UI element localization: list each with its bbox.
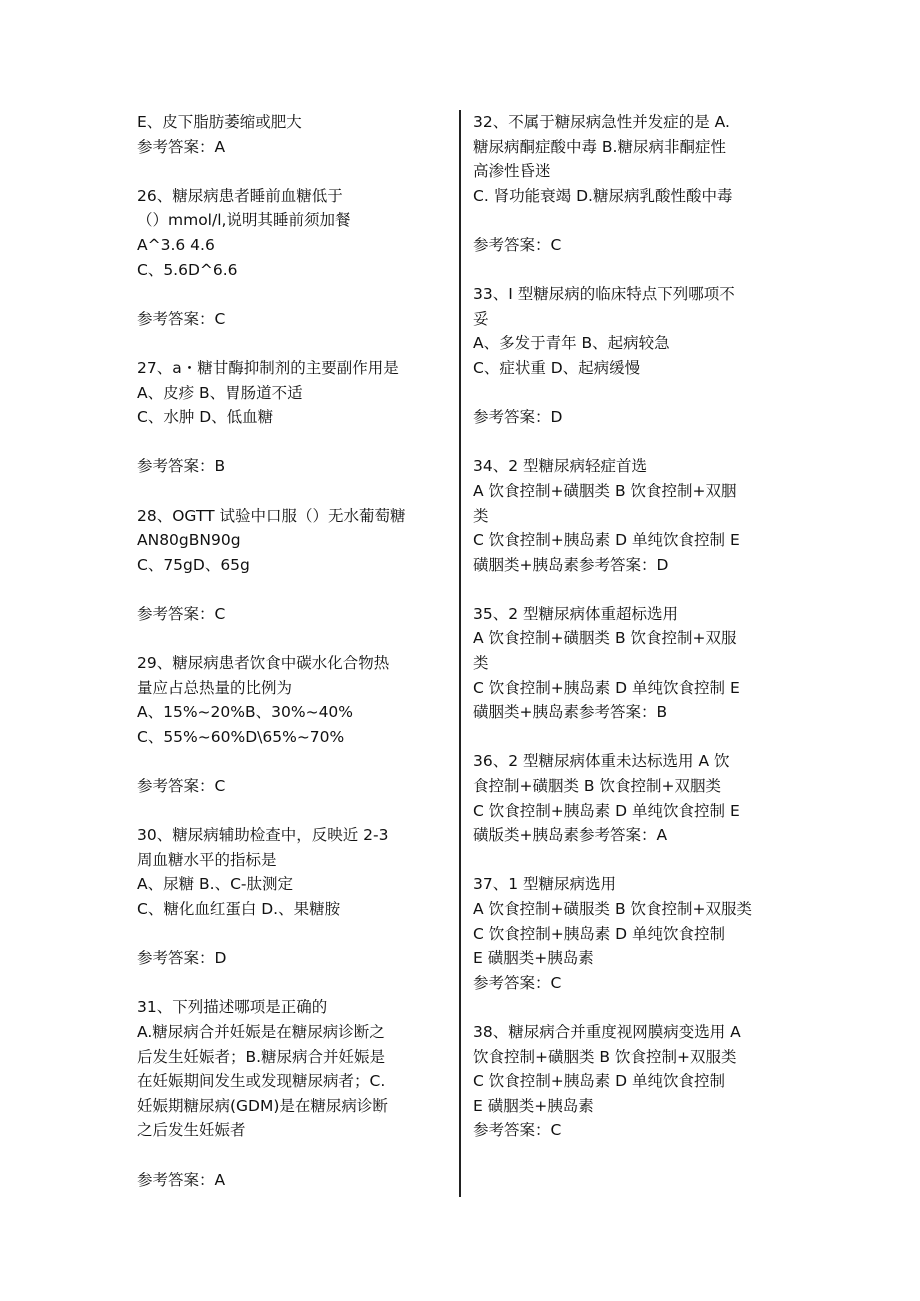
question-block-q35 — [473, 602, 785, 725]
question-text-line: 38、糖尿病合并重度视网膜病变选用 A — [473, 1022, 741, 1041]
question-text-line: AN80gBN90g — [137, 531, 241, 550]
blank-line — [137, 1143, 449, 1168]
question-text-line: 类 — [473, 654, 489, 673]
question-text-line: 28、OGTT 试验中口服（）无水葡萄糖 — [137, 506, 406, 525]
question-text-line: A、尿糖 B.、C-肽测定 — [137, 875, 294, 894]
question-text-line: C、糖化血红蛋白 D.、果糖胺 — [137, 900, 341, 918]
answer-line: 参考答案：D — [137, 949, 227, 968]
question-text-line: C 饮食控制+胰岛素 D 单纯饮食控制 E — [473, 678, 740, 697]
question-text-line: C、症状重 D、起病缓慢 — [473, 358, 641, 377]
question-gap — [473, 848, 785, 873]
question-text-line: 周血糖水平的指标是 — [137, 850, 277, 869]
blank-line — [137, 749, 449, 774]
question-text-line: 之后发生妊娠者 — [137, 1121, 246, 1140]
question-text-line: A 饮食控制+磺胭类 B 饮食控制+双胭 — [473, 481, 737, 500]
question-block-q38 — [473, 1020, 785, 1143]
question-text-line: 35、2 型糖尿病体重超标选用 — [473, 604, 679, 623]
question-text-line: 磺胭类+胰岛素参考答案：D — [473, 555, 669, 574]
question-text-line: A 饮食控制+磺服类 B 饮食控制+双服类 — [473, 900, 752, 918]
question-text-line: 磺版类+胰岛素参考答案：A — [473, 826, 668, 845]
question-block-q28 — [137, 504, 449, 627]
question-text-line: 36、2 型糖尿病体重未达标选用 A 饮 — [473, 752, 730, 771]
left-column — [137, 110, 449, 1192]
question-block-q29 — [137, 651, 449, 799]
question-text-line: 类 — [473, 506, 489, 525]
question-text-line: 27、a・糖甘酶抑制剂的主要副作用是 — [137, 358, 399, 377]
answer-line: 参考答案：C — [473, 235, 562, 254]
question-block-q33 — [473, 282, 785, 430]
question-block-q34 — [473, 454, 785, 577]
question-text-line: C 饮食控制+胰岛素 D 单纯饮食控制 — [473, 924, 726, 943]
answer-line: 参考答案：C — [473, 973, 562, 992]
question-text-line: 34、2 型糖尿病轻症首选 — [473, 457, 648, 476]
question-text-line: 量应占总热量的比例为 — [137, 678, 293, 697]
question-text-line: 妊娠期糖尿病(GDM)是在糖尿病诊断 — [137, 1096, 388, 1115]
question-text-line: E 磺胭类+胰岛素 — [473, 1096, 594, 1115]
question-block-q25-tail — [137, 110, 449, 159]
question-text-line: 磺胭类+胰岛素参考答案：B — [473, 703, 668, 722]
question-text-line: A、15%~20%B、30%~40% — [137, 703, 354, 722]
question-gap — [473, 725, 785, 750]
question-gap — [137, 159, 449, 184]
question-gap — [473, 577, 785, 602]
answer-line: 参考答案：C — [137, 309, 226, 328]
question-block-q30 — [137, 823, 449, 971]
question-gap — [137, 971, 449, 996]
answer-line: 参考答案：C — [137, 777, 226, 796]
answer-line: 参考答案：B — [137, 457, 226, 476]
question-block-q36 — [473, 749, 785, 847]
question-text-line: A、皮疹 B、胃肠道不适 — [137, 383, 303, 402]
question-block-q26 — [137, 184, 449, 332]
question-gap — [473, 258, 785, 283]
question-text-line: A、多发于青年 B、起病较急 — [473, 334, 670, 353]
question-block-q31 — [137, 995, 449, 1192]
question-text-line: C 饮食控制+胰岛素 D 单纯饮食控制 E — [473, 531, 740, 550]
blank-line — [137, 922, 449, 947]
answer-line: 参考答案：A — [137, 1170, 226, 1189]
blank-line — [137, 577, 449, 602]
question-text-line: 在妊娠期间发生或发现糖尿病者；C. — [137, 1072, 386, 1091]
question-gap — [473, 995, 785, 1020]
question-text-line: 37、1 型糖尿病选用 — [473, 875, 617, 894]
right-column — [473, 110, 785, 1143]
question-text-line: 高渗性昏迷 — [473, 162, 551, 181]
question-text-line: C 饮食控制+胰岛素 D 单纯饮食控制 — [473, 1072, 726, 1091]
question-block-q27 — [137, 356, 449, 479]
answer-line: 参考答案：D — [473, 408, 563, 427]
question-text-line: C. 肾功能衰竭 D.糖尿病乳酸性酸中毒 — [473, 186, 733, 205]
question-text-line: 33、I 型糖尿病的临床特点下列哪项不 — [473, 285, 735, 304]
question-text-line: 妥 — [473, 309, 489, 328]
answer-line: 参考答案：C — [137, 604, 226, 623]
question-gap — [137, 479, 449, 504]
question-block-q32 — [473, 110, 785, 258]
question-text-line: E、皮下脂肪萎缩或肥大 — [137, 113, 302, 131]
question-block-q37 — [473, 872, 785, 995]
question-text-line: 食控制+磺胭类 B 饮食控制+双胭类 — [473, 777, 721, 796]
question-text-line: A 饮食控制+磺胭类 B 饮食控制+双服 — [473, 629, 737, 648]
question-gap — [137, 799, 449, 824]
question-text-line: 31、下列描述哪项是正确的 — [137, 998, 328, 1017]
question-gap — [137, 331, 449, 356]
column-divider — [459, 110, 461, 1197]
question-text-line: E 磺胭类+胰岛素 — [473, 949, 594, 968]
question-text-line: 26、糖尿病患者睡前血糖低于 — [137, 186, 343, 205]
question-text-line: A^3.6 4.6 — [137, 235, 215, 254]
question-text-line: 后发生妊娠者；B.糖尿病合并妊娠是 — [137, 1047, 386, 1066]
question-gap — [137, 626, 449, 651]
answer-line: 参考答案：C — [473, 1121, 562, 1140]
question-text-line: C 饮食控制+胰岛素 D 单纯饮食控制 E — [473, 801, 740, 820]
answer-line: 参考答案：A — [137, 137, 226, 156]
question-text-line: 32、不属于糖尿病急性并发症的是 A. — [473, 113, 730, 131]
blank-line — [473, 208, 785, 233]
question-text-line: （）mmol/l,说明其睡前须加餐 — [137, 211, 351, 230]
question-text-line: C、5.6D^6.6 — [137, 260, 238, 279]
question-text-line: 30、糖尿病辅助检查中，反映近 2-3 — [137, 826, 389, 845]
blank-line — [137, 282, 449, 307]
question-text-line: C、水肿 D、低血糖 — [137, 408, 274, 427]
question-text-line: 饮食控制+磺胭类 B 饮食控制+双服类 — [473, 1047, 737, 1066]
question-text-line: 29、糖尿病患者饮食中碳水化合物热 — [137, 654, 390, 673]
blank-line — [473, 381, 785, 406]
question-text-line: 糖尿病酮症酸中毒 B.糖尿病非酮症性 — [473, 137, 726, 156]
blank-line — [137, 430, 449, 455]
question-text-line: C、75gD、65g — [137, 555, 250, 574]
question-text-line: A.糖尿病合并妊娠是在糖尿病诊断之 — [137, 1022, 385, 1041]
question-text-line: C、55%~60%D\65%~70% — [137, 727, 345, 746]
question-gap — [473, 430, 785, 455]
